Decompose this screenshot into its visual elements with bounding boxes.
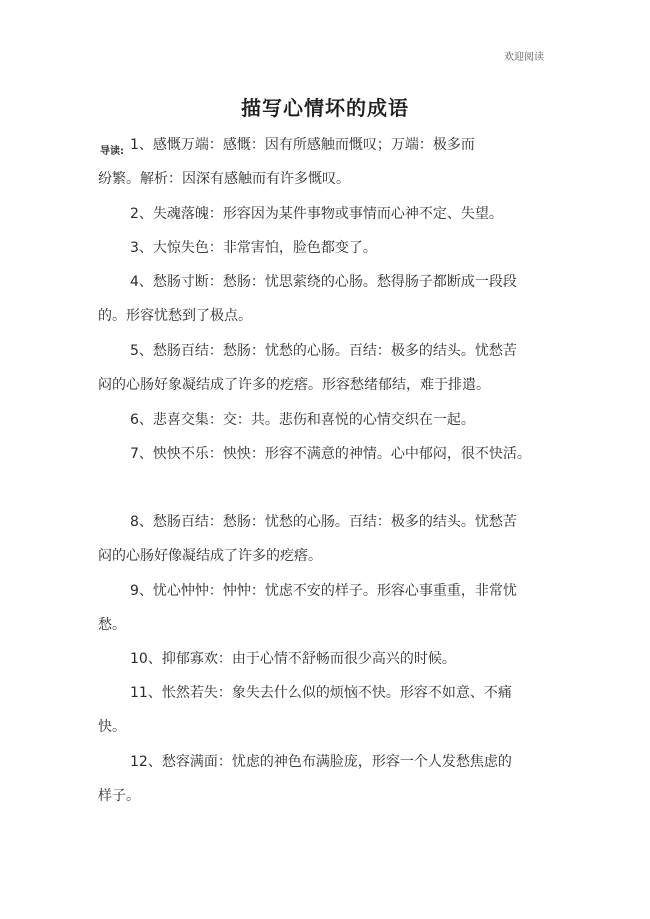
idiom-entry-7 <box>98 437 556 471</box>
idiom-entry-11 <box>98 676 556 744</box>
entry-line: 1、感慨万端：感慨：因有所感触而慨叹；万端：极多而 <box>130 137 475 153</box>
entry-line: 样子。 <box>98 788 140 804</box>
entry-line: 8、愁肠百结：愁肠：忧愁的心肠。百结：极多的结头。忧愁苦 <box>130 514 517 530</box>
entry-line: 5、愁肠百结：愁肠：忧愁的心肠。百结：极多的结头。忧愁苦 <box>130 343 517 359</box>
entry-line: 7、怏怏不乐：怏怏：形容不满意的神情。心中郁闷，很不快活。 <box>130 446 531 462</box>
entry-line: 10、抑郁寡欢：由于心情不舒畅而很少高兴的时候。 <box>130 651 456 667</box>
idiom-entry-1 <box>98 128 556 196</box>
idiom-entry-9 <box>98 574 556 642</box>
idiom-entry-4 <box>98 265 556 333</box>
idiom-entry-5 <box>98 334 556 402</box>
header-note: 欢迎阅读 <box>504 52 544 63</box>
entry-line: 6、悲喜交集：交：共。悲伤和喜悦的心情交织在一起。 <box>130 412 475 428</box>
entry-line: 闷的心肠好像凝结成了许多的疙瘩。 <box>98 548 322 564</box>
entry-line: 3、大惊失色：非常害怕，脸色都变了。 <box>130 240 377 256</box>
entry-line: 11、怅然若失：象失去什么似的烦恼不快。形容不如意、不痛 <box>130 685 512 701</box>
idiom-entry-3 <box>98 231 556 265</box>
entry-line: 2、失魂落魄：形容因为某件事物或事情而心神不定、失望。 <box>130 206 503 222</box>
entry-line: 9、忧心忡忡：忡忡：忧虑不安的样子。形容心事重重，非常忧 <box>130 583 517 599</box>
lead-label: 导读: <box>100 146 124 157</box>
idiom-entry-8 <box>98 505 556 573</box>
entry-line: 闷的心肠好象凝结成了许多的疙瘩。形容愁绪郁结，难于排遣。 <box>98 377 490 393</box>
idiom-entry-6 <box>98 403 556 437</box>
entry-line: 纷繁。解析：因深有感触而有许多慨叹。 <box>98 171 350 187</box>
entry-line: 快。 <box>98 719 126 735</box>
idiom-entry-2 <box>98 197 556 231</box>
entry-line: 12、愁容满面：忧虑的神色布满脸庞，形容一个人发愁焦虑的 <box>130 754 512 770</box>
document-title: 描写心情坏的成语 <box>241 96 409 120</box>
entry-line: 愁。 <box>98 617 126 633</box>
entry-line: 的。形容忧愁到了极点。 <box>98 308 252 324</box>
idiom-entry-12 <box>98 745 556 813</box>
idiom-entry-10 <box>98 642 556 676</box>
entry-line: 4、愁肠寸断：愁肠：忧思萦绕的心肠。愁得肠子都断成一段段 <box>130 274 517 290</box>
